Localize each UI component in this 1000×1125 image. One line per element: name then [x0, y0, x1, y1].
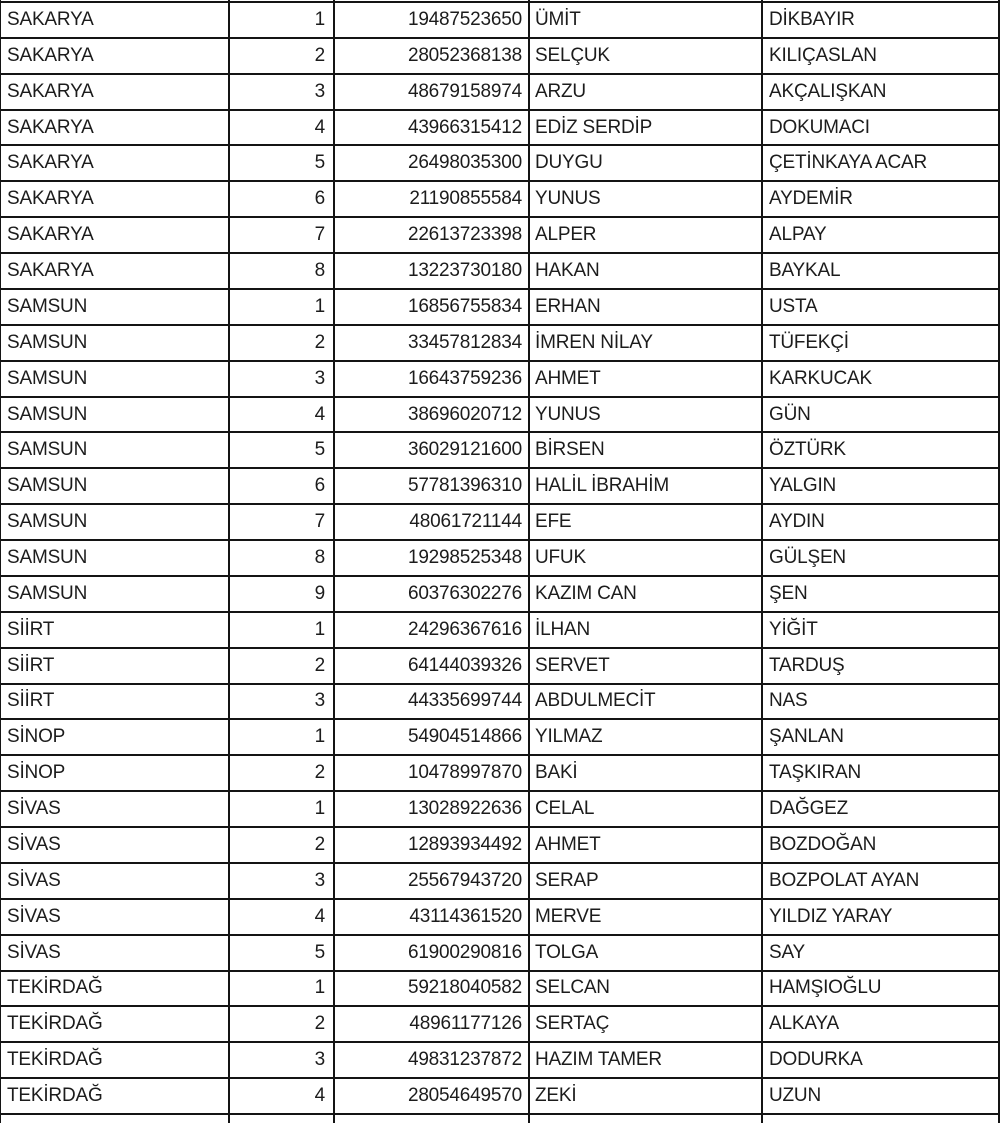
cell-national-id: 33457812834	[335, 326, 530, 360]
table-row	[1, 290, 1000, 326]
cell-last-name: DİKBAYIR	[763, 3, 1000, 37]
cell-row-number: 9	[230, 577, 335, 611]
cell-province: SAMSUN	[1, 398, 230, 432]
cell-row-number: 3	[230, 864, 335, 898]
cell-first-name: YILMAZ	[530, 720, 763, 754]
cell-row-number: 1	[230, 720, 335, 754]
cell-national-id: 13223730180	[335, 254, 530, 288]
clipped-cell	[530, 0, 763, 1]
cell-national-id: 10478997870	[335, 756, 530, 790]
cell-row-number: 6	[230, 469, 335, 503]
cell-first-name: UFUK	[530, 541, 763, 575]
cell-first-name: EDİZ SERDİP	[530, 111, 763, 145]
cell-province: SAKARYA	[1, 3, 230, 37]
cell-row-number: 2	[230, 649, 335, 683]
table-row	[1, 1007, 1000, 1043]
cell-province: SAKARYA	[1, 111, 230, 145]
cell-last-name: BOZPOLAT AYAN	[763, 864, 1000, 898]
cell-first-name: MERVE	[530, 900, 763, 934]
cell-province: SAMSUN	[1, 362, 230, 396]
cell-province: SİVAS	[1, 828, 230, 862]
cell-last-name: TÜFEKÇİ	[763, 326, 1000, 360]
cell-row-number: 1	[230, 972, 335, 1006]
cell-last-name: TAŞKIRAN	[763, 756, 1000, 790]
cell-row-number: 3	[230, 685, 335, 719]
cell-first-name: AHMET	[530, 362, 763, 396]
cell-last-name: USTA	[763, 290, 1000, 324]
clipped-cell	[1, 0, 230, 1]
cell-row-number: 5	[230, 146, 335, 180]
cell-national-id: 64144039326	[335, 649, 530, 683]
cell-last-name: KILIÇASLAN	[763, 39, 1000, 73]
cell-province: SAMSUN	[1, 469, 230, 503]
cell-province: SİİRT	[1, 685, 230, 719]
cell-first-name: SELCAN	[530, 972, 763, 1006]
cell-row-number: 3	[230, 75, 335, 109]
cell-last-name: ALKAYA	[763, 1007, 1000, 1041]
cell-last-name: BAYKAL	[763, 254, 1000, 288]
cell-row-number: 1	[230, 613, 335, 647]
cell-last-name: DAĞGEZ	[763, 792, 1000, 826]
cell-national-id: 38696020712	[335, 398, 530, 432]
table-bottom-clipped-row	[1, 1115, 1000, 1123]
cell-national-id: 16856755834	[335, 290, 530, 324]
table-row	[1, 936, 1000, 972]
cell-row-number: 5	[230, 433, 335, 467]
cell-province: TEKİRDAĞ	[1, 1007, 230, 1041]
cell-national-id: 12893934492	[335, 828, 530, 862]
cell-row-number: 2	[230, 39, 335, 73]
cell-national-id: 48061721144	[335, 505, 530, 539]
cell-last-name: YALGIN	[763, 469, 1000, 503]
cell-national-id: 57781396310	[335, 469, 530, 503]
table-row	[1, 577, 1000, 613]
cell-national-id: 16643759236	[335, 362, 530, 396]
cell-province: SİİRT	[1, 613, 230, 647]
cell-national-id: 22613723398	[335, 218, 530, 252]
cell-last-name: AKÇALIŞKAN	[763, 75, 1000, 109]
cell-row-number: 7	[230, 505, 335, 539]
clipped-cell	[335, 1115, 530, 1123]
cell-row-number: 1	[230, 792, 335, 826]
cell-national-id: 36029121600	[335, 433, 530, 467]
table-row	[1, 218, 1000, 254]
table-row	[1, 613, 1000, 649]
cell-national-id: 49831237872	[335, 1043, 530, 1077]
cell-first-name: HAZIM TAMER	[530, 1043, 763, 1077]
cell-first-name: YUNUS	[530, 398, 763, 432]
cell-national-id: 19487523650	[335, 3, 530, 37]
table-row	[1, 756, 1000, 792]
cell-last-name: GÜLŞEN	[763, 541, 1000, 575]
cell-province: TEKİRDAĞ	[1, 1079, 230, 1113]
cell-first-name: AHMET	[530, 828, 763, 862]
cell-row-number: 8	[230, 541, 335, 575]
table-row	[1, 505, 1000, 541]
table-row	[1, 972, 1000, 1008]
cell-row-number: 4	[230, 1079, 335, 1113]
cell-national-id: 48961177126	[335, 1007, 530, 1041]
clipped-cell	[1, 1115, 230, 1123]
cell-national-id: 21190855584	[335, 182, 530, 216]
table-row	[1, 39, 1000, 75]
cell-last-name: NAS	[763, 685, 1000, 719]
cell-province: TEKİRDAĞ	[1, 1043, 230, 1077]
cell-province: SİVAS	[1, 792, 230, 826]
cell-national-id: 13028922636	[335, 792, 530, 826]
table-row	[1, 75, 1000, 111]
cell-national-id: 24296367616	[335, 613, 530, 647]
cell-last-name: KARKUCAK	[763, 362, 1000, 396]
cell-row-number: 7	[230, 218, 335, 252]
cell-first-name: HALİL İBRAHİM	[530, 469, 763, 503]
cell-first-name: BAKİ	[530, 756, 763, 790]
cell-national-id: 43966315412	[335, 111, 530, 145]
table-row	[1, 111, 1000, 147]
cell-first-name: HAKAN	[530, 254, 763, 288]
cell-national-id: 28054649570	[335, 1079, 530, 1113]
clipped-cell	[230, 0, 335, 1]
cell-province: SAKARYA	[1, 39, 230, 73]
cell-first-name: SERTAÇ	[530, 1007, 763, 1041]
cell-last-name: HAMŞIOĞLU	[763, 972, 1000, 1006]
table-row	[1, 864, 1000, 900]
cell-last-name: ÖZTÜRK	[763, 433, 1000, 467]
cell-first-name: ERHAN	[530, 290, 763, 324]
clipped-cell	[763, 1115, 1000, 1123]
cell-province: SİNOP	[1, 756, 230, 790]
table-row	[1, 398, 1000, 434]
cell-first-name: EFE	[530, 505, 763, 539]
cell-last-name: SAY	[763, 936, 1000, 970]
cell-last-name: YILDIZ YARAY	[763, 900, 1000, 934]
cell-row-number: 4	[230, 900, 335, 934]
table-row	[1, 1043, 1000, 1079]
cell-last-name: AYDIN	[763, 505, 1000, 539]
cell-province: SAMSUN	[1, 290, 230, 324]
table-row	[1, 3, 1000, 39]
cell-row-number: 3	[230, 362, 335, 396]
cell-province: SAMSUN	[1, 577, 230, 611]
cell-first-name: YUNUS	[530, 182, 763, 216]
cell-national-id: 59218040582	[335, 972, 530, 1006]
cell-province: SİİRT	[1, 649, 230, 683]
cell-row-number: 1	[230, 290, 335, 324]
cell-last-name: ALPAY	[763, 218, 1000, 252]
cell-first-name: ARZU	[530, 75, 763, 109]
clipped-cell	[763, 0, 1000, 1]
cell-province: SAKARYA	[1, 146, 230, 180]
table-row	[1, 1079, 1000, 1115]
cell-first-name: İMREN NİLAY	[530, 326, 763, 360]
cell-national-id: 48679158974	[335, 75, 530, 109]
table-body	[1, 3, 1000, 1115]
cell-last-name: ÇETİNKAYA ACAR	[763, 146, 1000, 180]
table-row	[1, 182, 1000, 218]
cell-row-number: 4	[230, 111, 335, 145]
cell-last-name: AYDEMİR	[763, 182, 1000, 216]
cell-national-id: 61900290816	[335, 936, 530, 970]
clipped-cell	[530, 1115, 763, 1123]
cell-national-id: 54904514866	[335, 720, 530, 754]
cell-province: TEKİRDAĞ	[1, 972, 230, 1006]
table-row	[1, 433, 1000, 469]
table-row	[1, 792, 1000, 828]
cell-national-id: 43114361520	[335, 900, 530, 934]
cell-province: SAMSUN	[1, 541, 230, 575]
cell-first-name: KAZIM CAN	[530, 577, 763, 611]
cell-row-number: 6	[230, 182, 335, 216]
cell-first-name: SERAP	[530, 864, 763, 898]
cell-province: SİVAS	[1, 936, 230, 970]
table-row	[1, 720, 1000, 756]
cell-national-id: 25567943720	[335, 864, 530, 898]
cell-row-number: 2	[230, 1007, 335, 1041]
cell-province: SAKARYA	[1, 254, 230, 288]
table-row	[1, 541, 1000, 577]
table-row	[1, 146, 1000, 182]
cell-row-number: 4	[230, 398, 335, 432]
table-row	[1, 900, 1000, 936]
cell-last-name: TARDUŞ	[763, 649, 1000, 683]
cell-province: SİVAS	[1, 900, 230, 934]
cell-last-name: GÜN	[763, 398, 1000, 432]
cell-first-name: TOLGA	[530, 936, 763, 970]
cell-province: SİVAS	[1, 864, 230, 898]
clipped-cell	[230, 1115, 335, 1123]
cell-first-name: CELAL	[530, 792, 763, 826]
table-row	[1, 469, 1000, 505]
cell-province: SAMSUN	[1, 505, 230, 539]
cell-row-number: 3	[230, 1043, 335, 1077]
cell-national-id: 26498035300	[335, 146, 530, 180]
cell-province: SİNOP	[1, 720, 230, 754]
cell-last-name: DOKUMACI	[763, 111, 1000, 145]
table-row	[1, 828, 1000, 864]
cell-row-number: 2	[230, 756, 335, 790]
cell-province: SAMSUN	[1, 433, 230, 467]
cell-province: SAKARYA	[1, 75, 230, 109]
cell-first-name: İLHAN	[530, 613, 763, 647]
cell-first-name: SELÇUK	[530, 39, 763, 73]
cell-row-number: 8	[230, 254, 335, 288]
cell-first-name: DUYGU	[530, 146, 763, 180]
cell-last-name: YİĞİT	[763, 613, 1000, 647]
cell-first-name: ABDULMECİT	[530, 685, 763, 719]
cell-last-name: DODURKA	[763, 1043, 1000, 1077]
table-row	[1, 362, 1000, 398]
cell-national-id: 60376302276	[335, 577, 530, 611]
cell-row-number: 2	[230, 326, 335, 360]
cell-province: SAKARYA	[1, 182, 230, 216]
table-row	[1, 254, 1000, 290]
cell-row-number: 5	[230, 936, 335, 970]
cell-province: SAMSUN	[1, 326, 230, 360]
table-row	[1, 326, 1000, 362]
cell-first-name: SERVET	[530, 649, 763, 683]
cell-first-name: ALPER	[530, 218, 763, 252]
cell-last-name: UZUN	[763, 1079, 1000, 1113]
cell-last-name: BOZDOĞAN	[763, 828, 1000, 862]
cell-first-name: ZEKİ	[530, 1079, 763, 1113]
table-row	[1, 685, 1000, 721]
table-row	[1, 649, 1000, 685]
cell-last-name: ŞEN	[763, 577, 1000, 611]
clipped-cell	[335, 0, 530, 1]
cell-last-name: ŞANLAN	[763, 720, 1000, 754]
cell-first-name: BİRSEN	[530, 433, 763, 467]
cell-national-id: 28052368138	[335, 39, 530, 73]
cell-row-number: 2	[230, 828, 335, 862]
cell-province: SAKARYA	[1, 218, 230, 252]
cell-row-number: 1	[230, 3, 335, 37]
cell-national-id: 44335699744	[335, 685, 530, 719]
cell-national-id: 19298525348	[335, 541, 530, 575]
cell-first-name: ÜMİT	[530, 3, 763, 37]
